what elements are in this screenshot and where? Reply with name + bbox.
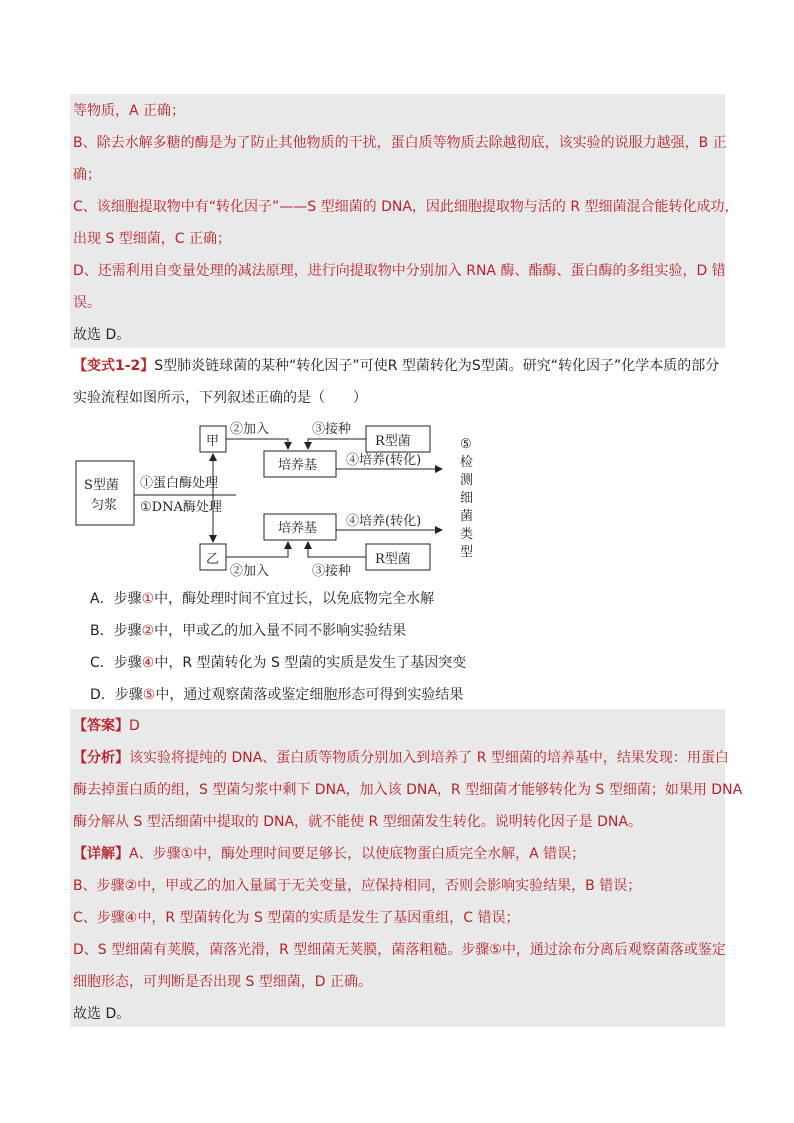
dnase-step-label: ①DNA酶处理	[140, 500, 222, 515]
medium-bottom-label: 培养基	[278, 521, 318, 536]
medium-top-label: 培养基	[278, 458, 318, 473]
detect-char: 类	[460, 527, 474, 542]
add-top-label: ②加入	[230, 422, 270, 437]
experiment-flow-diagram	[70, 414, 490, 584]
s-slurry-label-2: 匀浆	[91, 498, 118, 513]
detail-line: B、步骤②中，甲或乙的加入量属于无关变量，应保持相同，否则会影响实验结果，B 错误；	[73, 878, 642, 894]
detail-line: C、步骤④中，R 型菌转化为 S 型菌的实质是发生了基因重组，C 错误；	[73, 910, 520, 926]
prev-answer-line: B、除去水解多糖的酶是为了防止其他物质的干扰，蛋白质等物质去除越彻底，该实验的说服力越强，B 正	[73, 135, 727, 151]
detail-line: D、S 型细菌有荚膜，菌落光滑，R 型细菌无荚膜，菌落粗糙。步骤⑤中，通过涂布分离后观察菌落或鉴定	[73, 942, 726, 958]
detail-conclusion: 故选 D。	[73, 1006, 131, 1022]
option-b[interactable]: B．步骤②中，甲或乙的加入量不同不影响实验结果	[90, 623, 407, 639]
detect-char: 菌	[460, 509, 474, 524]
r-top-label: R型菌	[375, 434, 411, 449]
prev-answer-line: 误。	[73, 295, 101, 311]
s-slurry-label-1: S型菌	[84, 478, 119, 493]
detail-line: 【详解】A、步骤①中，酶处理时间要足够长，以使底物蛋白质完全水解，A 错误；	[73, 846, 586, 862]
detail-tag: 【详解】	[73, 846, 129, 862]
option-d[interactable]: D．步骤⑤中，通过观察菌落或鉴定细胞形态可得到实验结果	[90, 687, 464, 703]
option-c[interactable]: C．步骤④中，R 型菌转化为 S 型菌的实质是发生了基因突变	[90, 655, 467, 671]
detect-char: 细	[460, 491, 474, 506]
question-text-1: S型肺炎链球菌的某种“转化因子”可使R 型菌转化为S型菌。研究“转化因子”化学本质的部分	[154, 358, 720, 374]
prev-answer-line: D、还需利用自变量处理的减法原理，进行向提取物中分别加入 RNA 酶、酯酶、蛋白酶的多组实验，D 错	[73, 263, 726, 279]
option-a[interactable]: A．步骤①中，酶处理时间不宜过长，以免底物完全水解	[90, 591, 435, 607]
detect-char: ⑤	[460, 437, 472, 452]
prev-answer-line: 出现 S 型细菌，C 正确；	[73, 231, 232, 247]
answer-value: D	[129, 718, 140, 734]
culture-top-label: ④培养(转化)	[346, 453, 422, 468]
detect-char: 测	[460, 473, 474, 488]
analysis-line: 酶去掉蛋白质的组，S 型菌匀浆中剩下 DNA，加入该 DNA，R 型细菌才能够转化为 S 型细菌；如果用 DNA	[73, 782, 743, 798]
r-bottom-label: R型菌	[375, 552, 411, 567]
question-text-2: 实验流程如图所示，下列叙述正确的是（ ）	[73, 390, 367, 406]
protease-step-label: ①蛋白酶处理	[140, 476, 219, 491]
s-slurry-box	[76, 461, 134, 525]
answer-tag: 【答案】	[73, 718, 129, 734]
question-tag: 【变式1-2】	[73, 358, 155, 374]
prev-answer-line: 等物质，A 正确；	[73, 103, 186, 119]
jia-label: 甲	[206, 434, 220, 449]
inoculate-bottom-label: ③接种	[312, 564, 352, 579]
prev-answer-line: 确；	[73, 167, 101, 183]
analysis-line: 【分析】该实验将提纯的 DNA、蛋白质等物质分别加入到培养了 R 型细菌的培养基中，结果发现：用蛋白	[73, 750, 729, 766]
detail-line: 细胞形态，可判断是否出现 S 型细菌，D 正确。	[73, 974, 373, 990]
analysis-line: 酶分解从 S 型活细菌中提取的 DNA，就不能使 R 型细菌发生转化。说明转化因子是 DNA。	[73, 814, 642, 830]
yi-label: 乙	[206, 552, 220, 567]
culture-bottom-label: ④培养(转化)	[346, 514, 422, 529]
detect-char: 检	[460, 455, 474, 470]
answer-line	[73, 716, 140, 736]
add-bottom-label: ②加入	[230, 564, 270, 579]
prev-answer-conclusion: 故选 D。	[73, 327, 131, 343]
detect-char: 型	[460, 545, 474, 560]
inoculate-top-label: ③接种	[312, 422, 352, 437]
prev-answer-line: C、该细胞提取物中有“转化因子”——S 型细菌的 DNA，因此细胞提取物与活的 R 型细菌混合能转化成功，	[73, 199, 739, 215]
question-stem	[73, 356, 719, 376]
analysis-tag: 【分析】	[73, 750, 129, 766]
